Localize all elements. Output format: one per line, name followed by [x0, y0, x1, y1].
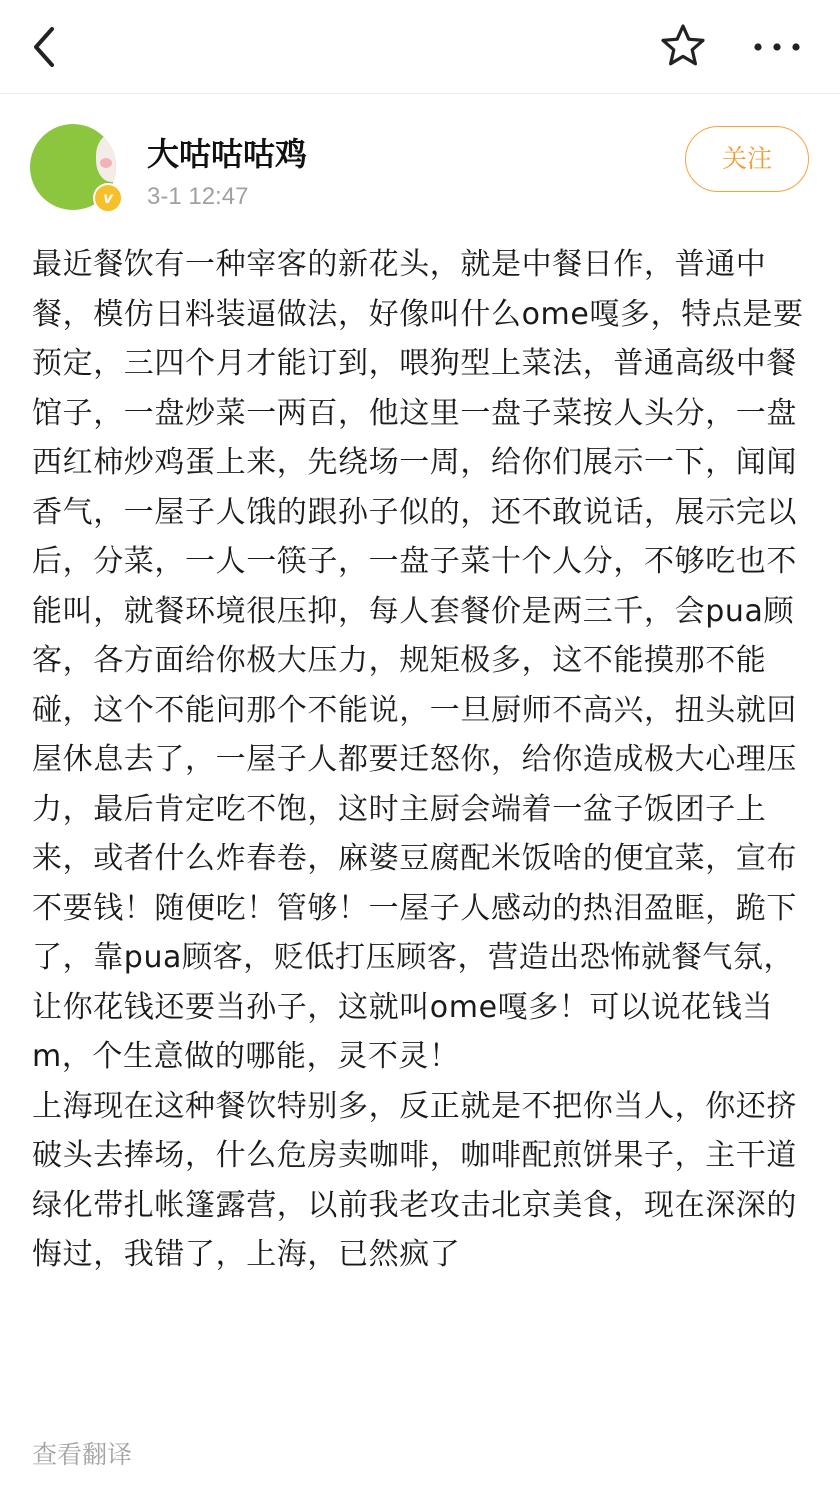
translate-link[interactable]: 查看翻译 [32, 1440, 133, 1469]
more-horizontal-icon [748, 26, 806, 66]
follow-button[interactable]: 关注 [685, 126, 809, 192]
post-time: 3-1 12:47 [147, 183, 249, 210]
star-outline-icon [657, 20, 709, 72]
avatar-cheek [100, 158, 112, 168]
post-body-text: 最近餐饮有一种宰客的新花头，就是中餐日作，普通中餐，模仿日料装逼做法，好像叫什么ome嘎多，特点是要预定，三四个月才能订到，喂狗型上菜法，普通高级中餐馆子，一盘炒菜一两百，他这里一盘子菜按人头分，一盘西红柿炒鸡蛋上来，先绕场一周，给你们展示一下，闻闻香气，一屋子人饿的跟孙子似的，还不敢说话，展示完以后，分菜，一人一筷子，一盘子菜十个人分，不够吃也不能叫，就餐环境很压抑，每人套餐价是两三千，会pua顾客，各方面给你极大压力，规矩极多，这不能摸那不能碰，这个不能问那个不能说，一旦厨师不高兴，扭头就回屋休息去了，一屋子人都要迁怒你，给你造成极大心理压力，最后肯定吃不饱，这时主厨会端着一盆子饭团子上来，或者什么炸春卷，麻婆豆腐配米饭啥的便宜菜，宣布不要钱！随便吃！管够！一屋子人感动的热泪盈眶，跪下了，靠pua顾客，贬低打压顾客，营造出恐怖就餐气氛，让你花钱还要当孙子，这就叫ome嘎多！可以说花钱当m，个生意做的哪能，灵不灵！ 上海现在这种餐饮特别多，反正就是不把你当人，你还挤破头去捧场，什么危房卖咖啡，咖啡配煎饼果子，主干道绿化带扎帐篷露营，以前我老攻击北京美食，现在深深的悔过，我错了，上海，已然疯了 [32, 247, 804, 1272]
verified-badge-icon: v [93, 183, 123, 213]
favorite-button[interactable] [657, 20, 709, 72]
chevron-left-icon [24, 22, 68, 72]
back-button[interactable] [24, 22, 68, 72]
user-name[interactable]: 大咕咕咕鸡 [147, 135, 308, 173]
author-header [0, 94, 840, 224]
more-button[interactable] [748, 26, 806, 66]
avatar[interactable] [30, 124, 122, 216]
top-nav-bar [0, 0, 840, 94]
